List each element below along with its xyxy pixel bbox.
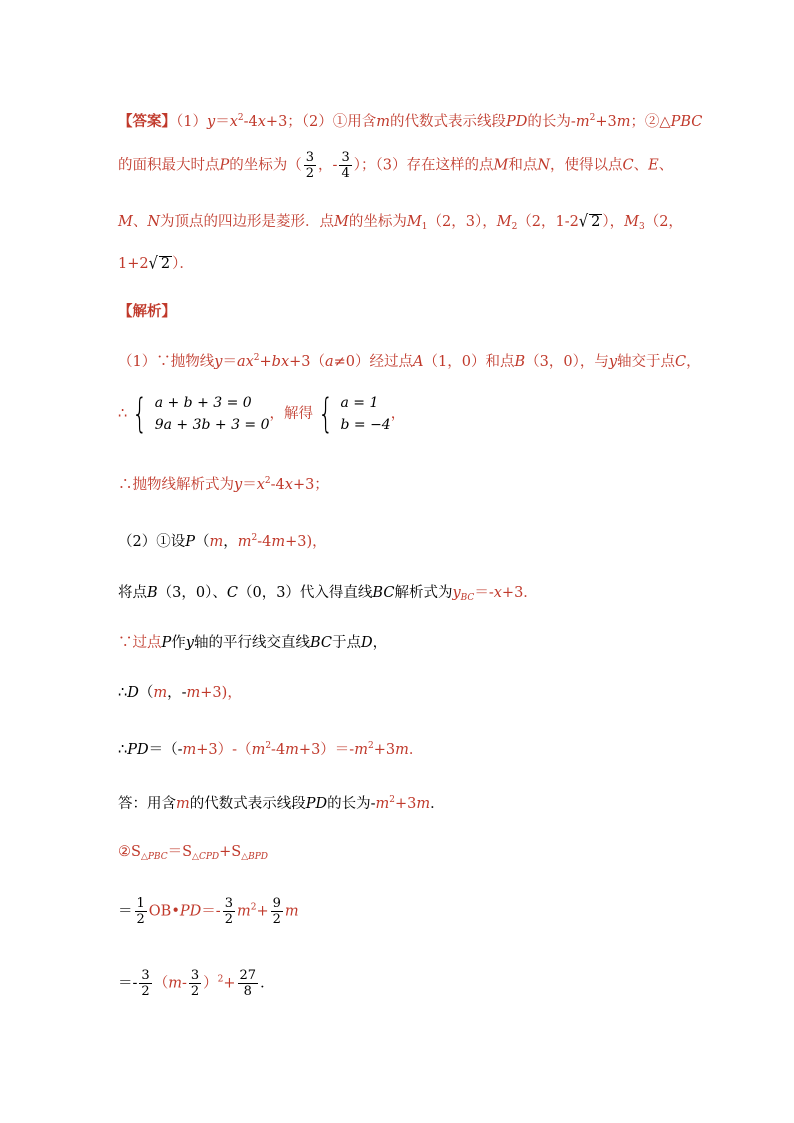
- analysis-heading: 【解析】: [118, 303, 176, 320]
- analysis-line-12: ＝- $\frac{3}{2}$ （m- $\frac{3}{2}$ ）$^2$+ $\frac{27}{8}$ ．: [118, 968, 275, 999]
- analysis-line-11: ＝ $\frac{1}{2}$ OB•PD＝- $\frac{3}{2}$ $m^2+$ $\frac{9}{2}$ m: [118, 896, 299, 927]
- solution-system: a = 1 b = −4: [340, 395, 391, 433]
- analysis-line-8: $\therefore PD=(-m+3)-(m^2-4m+3)=-m^2+3m$．: [118, 741, 424, 758]
- analysis-line-4: （2）①设P（m，$m^2-4m+3$)，: [118, 533, 327, 550]
- fraction: $\frac{9}{2}$: [272, 896, 281, 927]
- sqrt-sign: √: [148, 254, 158, 274]
- answer-line-3: M、N为顶点的四边形是菱形．点M的坐标为$M_1(2$，3），$M_2(2$，1-2√ 2 ），$M_3(2$，: [118, 212, 678, 237]
- analysis-line-9: 答：用含m的代数式表示线段PD的长为$-m^2+3m$．: [118, 795, 445, 812]
- analysis-line-3: ∴抛物线解析式为$y=x^2-4x+3$；: [118, 476, 329, 493]
- answer-line-2: 的面积最大时点P的坐标为（ $\frac{3}{2}$ ，- $\frac{3}{4}$ ）；（3）存在这样的点M和点N，使得以点C、E、: [118, 150, 674, 181]
- fraction: $\frac{27}{8}$: [239, 968, 257, 999]
- analysis-line-6: ∵过点P作y轴的平行线交直线BC于点D，: [118, 635, 388, 651]
- sqrt-sign: √: [578, 212, 589, 232]
- analysis-line-7: ∴D（m，-m+3)，: [118, 685, 242, 701]
- fraction: $\frac{1}{2}$: [136, 896, 145, 927]
- analysis-line-1: （1）∵抛物线$y=ax^2+bx+3(a\ne 0)$经过点A（1，0）和点B（3，0），与y轴交于点C，: [118, 353, 701, 370]
- equation-system: a + b + 3 = 0 9a + 3b + 3 = 0: [154, 395, 270, 433]
- left-brace: {: [132, 391, 148, 437]
- fraction: $\frac{3}{2}$: [224, 896, 233, 927]
- answer-line-1: 【答案】$(1)y=x^2-4x+3$；（2）①用含m的代数式表示线段PD的长为$-m^2+3m$；②△PBC: [118, 113, 703, 130]
- fraction: $\frac{3}{2}$: [190, 968, 200, 999]
- left-brace: {: [318, 391, 334, 437]
- analysis-line-5: 将点B（3，0）、C（0，3）代入得直线BC解析式为$y_{BC}=-x+3$．: [118, 585, 538, 603]
- fraction: $\frac{3}{2}$: [141, 968, 150, 999]
- fraction: $\frac{3}{2}$: [305, 150, 315, 181]
- analysis-equation-system: ∴ { a + b + 3 = 0 9a + 3b + 3 = 0 ，解得 { a = 1 b = −4 ，: [118, 391, 406, 437]
- answer-line-4: 1+2√ 2 ）．: [118, 254, 678, 274]
- answer-tag: 【答案】: [118, 113, 176, 130]
- analysis-line-10: $②S_{\triangle PBC}=S_{\triangle CPD}+S_{\triangle BPD}$: [118, 844, 269, 862]
- fraction: $\frac{3}{4}$: [341, 150, 350, 181]
